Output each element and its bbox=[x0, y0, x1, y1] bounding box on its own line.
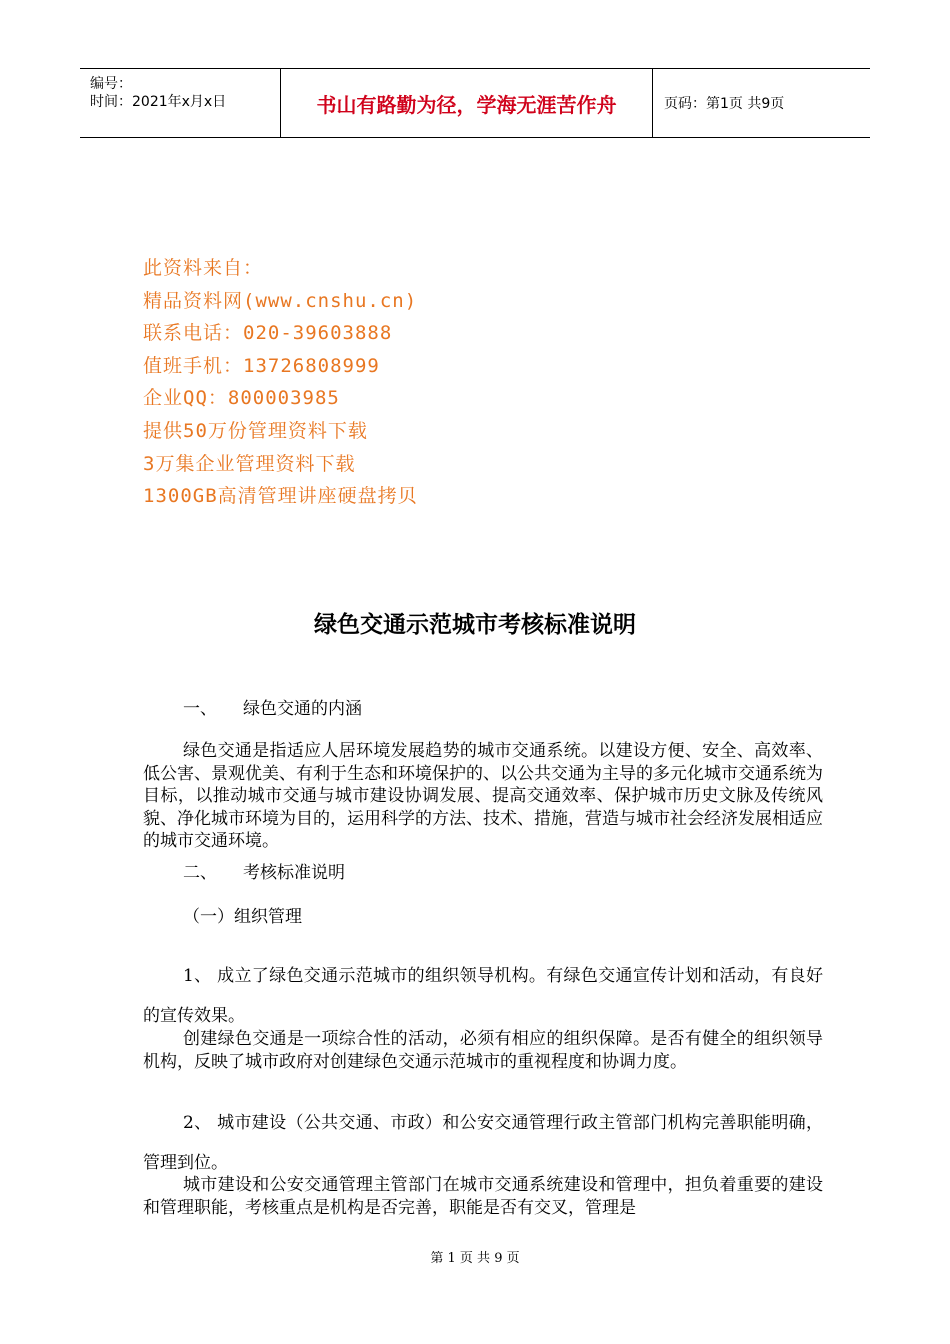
subsection-heading: （一）组织管理 bbox=[183, 907, 302, 927]
promo-line: 企业QQ：800003985 bbox=[143, 387, 340, 410]
serial-label: 编号： bbox=[90, 76, 132, 92]
promo-line: 精品资料网(www.cnshu.cn) bbox=[143, 289, 418, 312]
section-heading-1 bbox=[143, 698, 823, 721]
header-page-code: 页码：第1页 共9页 bbox=[664, 96, 785, 112]
section-heading-text: 绿色交通的内涵 bbox=[243, 699, 362, 719]
promo-line: 3万集企业管理资料下载 bbox=[143, 452, 356, 475]
time-label: 时间：2021年x月x日 bbox=[90, 94, 227, 110]
promo-line: 提供50万份管理资料下载 bbox=[143, 419, 368, 442]
header-table bbox=[80, 68, 870, 138]
paragraph-departments: 城市建设和公安交通管理主管部门在城市交通系统建设和管理中，担负着重要的建设和管理职能，考核重点是机构是否完善，职能是否有交叉，管理是 bbox=[143, 1175, 823, 1218]
promo-line: 值班手机：13726808999 bbox=[143, 354, 380, 377]
paragraph-definition: 绿色交通是指适应人居环境发展趋势的城市交通系统。以建设方便、安全、高效率、低公害、景观优美、有利于生态和环境保护的、以公共交通为主导的多元化城市交通系统为目标，以推动城市交通与城市建设协调发展、提高交通效率、保护城市历史文脉及传统风貌、净化城市环境为目的，运用科学的方法、技术、措施，营造与城市社会经济发展相适应的城市交通环境。 bbox=[143, 741, 823, 851]
header-motto: 书山有路勤为径，学海无涯苦作舟 bbox=[281, 69, 653, 137]
promo-line: 此资料来自： bbox=[143, 257, 264, 279]
paragraph-organization: 创建绿色交通是一项综合性的活动，必须有相应的组织保障。是否有健全的组织领导机构，反映了城市政府对创建绿色交通示范城市的重视程度和协调力度。 bbox=[143, 1029, 823, 1072]
promo-line: 1300GB高清管理讲座硬盘拷贝 bbox=[143, 485, 418, 508]
section-number: 一、 bbox=[183, 699, 217, 719]
promo-block bbox=[143, 252, 418, 513]
promo-line: 联系电话：020-39603888 bbox=[143, 322, 393, 345]
page-footer: 第 1 页 共 9 页 bbox=[430, 1251, 520, 1266]
header-info-cell bbox=[80, 69, 281, 137]
criteria-item-2: 2、 城市建设（公共交通、市政）和公安交通管理行政主管部门机构完善职能明确，管理到位。 bbox=[143, 1113, 823, 1173]
document-title: 绿色交通示范城市考核标准说明 bbox=[314, 612, 636, 638]
criteria-item-1: 1、 成立了绿色交通示范城市的组织领导机构。有绿色交通宣传计划和活动，有良好的宣传效果。 bbox=[143, 966, 823, 1026]
section-number: 二、 bbox=[183, 863, 217, 883]
section-heading-text: 考核标准说明 bbox=[243, 863, 345, 883]
section-heading-2 bbox=[143, 862, 823, 885]
